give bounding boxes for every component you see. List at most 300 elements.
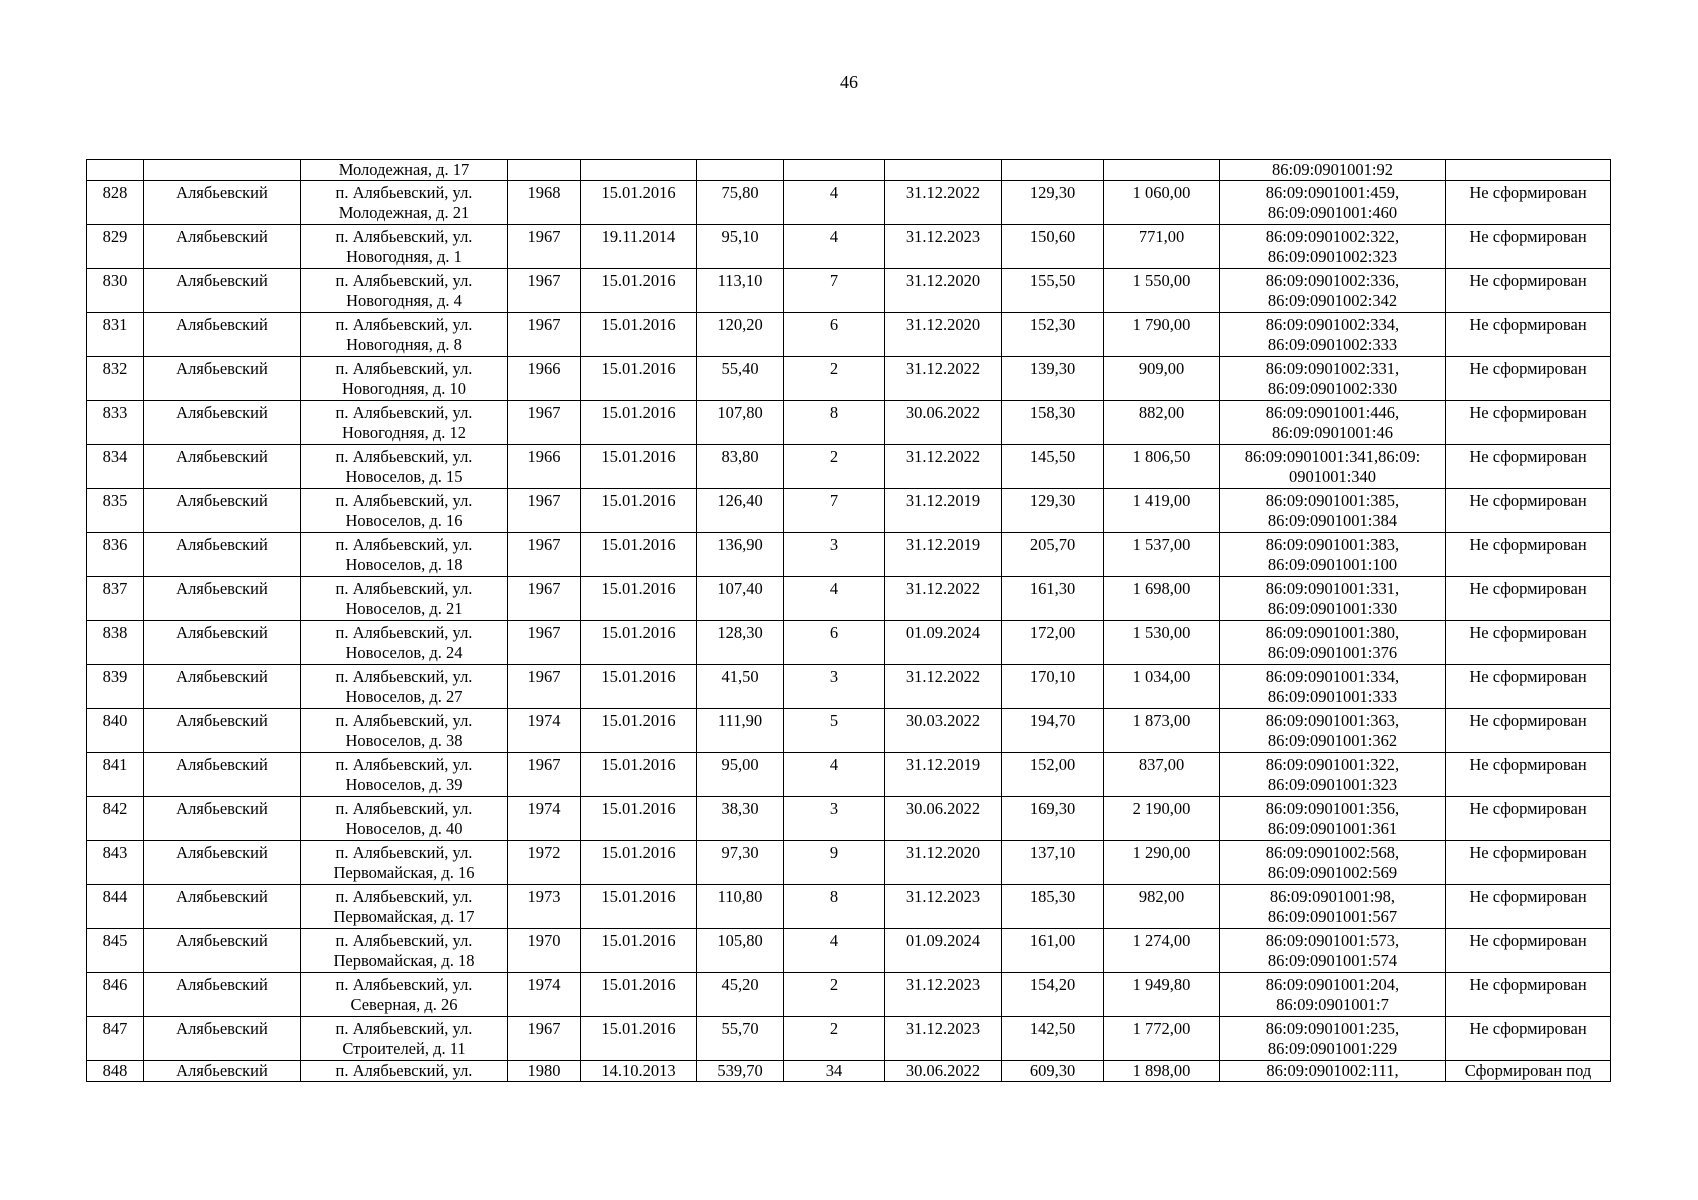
- cell-year: 1967: [508, 313, 581, 357]
- cell-deadline: 31.12.2020: [885, 269, 1002, 313]
- cell-cost: 882,00: [1104, 401, 1220, 445]
- page-number: 46: [840, 72, 858, 92]
- cell-area: 107,40: [697, 577, 784, 621]
- cell-cost: 982,00: [1104, 885, 1220, 929]
- cell-num: 831: [87, 313, 144, 357]
- cell-area: 136,90: [697, 533, 784, 577]
- table-body: [87, 160, 1611, 1082]
- cell-deadline: 01.09.2024: [885, 621, 1002, 665]
- cell-settlement: Алябьевский: [144, 357, 301, 401]
- cell-residents: 5: [784, 709, 885, 753]
- cell-cost: 1 530,00: [1104, 621, 1220, 665]
- cell-land-area: 154,20: [1002, 973, 1104, 1017]
- cell-land-area: 161,30: [1002, 577, 1104, 621]
- cell-address: [301, 533, 508, 577]
- cell-cadastral-line-1: 86:09:0901002:331,: [1265, 359, 1400, 378]
- cell-status: Не сформирован: [1446, 181, 1611, 225]
- cell-residents: 3: [784, 665, 885, 709]
- cell-num: 837: [87, 577, 144, 621]
- cell-status: Не сформирован: [1446, 753, 1611, 797]
- cell-address-line-2: Новоселов, д. 39: [345, 775, 463, 794]
- cell-settlement: [144, 160, 301, 181]
- cell-area: 113,10: [697, 269, 784, 313]
- cell-area: 126,40: [697, 489, 784, 533]
- cell-address-line-2: Новогодняя, д. 1: [346, 247, 462, 266]
- table-row: [87, 313, 1611, 357]
- cell-address-line-2: Новоселов, д. 21: [345, 599, 463, 618]
- cell-address: [301, 269, 508, 313]
- table-row: [87, 357, 1611, 401]
- cell-year: [508, 160, 581, 181]
- cell-date: 19.11.2014: [581, 225, 697, 269]
- cell-land-area: 137,10: [1002, 841, 1104, 885]
- cell-area: 55,40: [697, 357, 784, 401]
- cell-cadastral-line-2: 86:09:0901001:100: [1267, 555, 1398, 574]
- cell-residents: 8: [784, 885, 885, 929]
- housing-register-table: [86, 159, 1611, 1082]
- cell-address-line-1: п. Алябьевский, ул.: [335, 667, 473, 686]
- cell-address: [301, 753, 508, 797]
- cell-cadastral-line-1: 86:09:0901002:336,: [1265, 271, 1400, 290]
- cell-status: Не сформирован: [1446, 357, 1611, 401]
- cell-num: 846: [87, 973, 144, 1017]
- cell-year: 1967: [508, 1017, 581, 1061]
- cell-year: 1968: [508, 181, 581, 225]
- cell-date: 15.01.2016: [581, 401, 697, 445]
- cell-deadline: 31.12.2022: [885, 665, 1002, 709]
- cell-residents: 4: [784, 929, 885, 973]
- cell-cost: 1 898,00: [1104, 1061, 1220, 1082]
- table-row: [87, 841, 1611, 885]
- cell-address: [301, 709, 508, 753]
- cell-address: [301, 577, 508, 621]
- cell-area: 83,80: [697, 445, 784, 489]
- cell-address-line-2: Новоселов, д. 24: [345, 643, 463, 662]
- cell-residents: [784, 160, 885, 181]
- cell-num: 838: [87, 621, 144, 665]
- cell-address: Молодежная, д. 17: [301, 160, 508, 181]
- cell-land-area: [1002, 160, 1104, 181]
- cell-residents: 4: [784, 225, 885, 269]
- cell-cadastral-line-1: 86:09:0901001:341,86:09:: [1244, 447, 1421, 466]
- cell-cadastral: [1220, 357, 1446, 401]
- cell-address: [301, 973, 508, 1017]
- cell-cadastral: [1220, 225, 1446, 269]
- cell-cadastral-line-2: 86:09:0901001:323: [1267, 775, 1398, 794]
- cell-address-line-2: Новоселов, д. 27: [345, 687, 463, 706]
- cell-date: 15.01.2016: [581, 357, 697, 401]
- cell-status: Не сформирован: [1446, 665, 1611, 709]
- cell-residents: 2: [784, 973, 885, 1017]
- cell-status: Не сформирован: [1446, 973, 1611, 1017]
- cell-land-area: 161,00: [1002, 929, 1104, 973]
- cell-settlement: Алябьевский: [144, 489, 301, 533]
- cell-area: 110,80: [697, 885, 784, 929]
- cell-num: [87, 160, 144, 181]
- table-row: [87, 181, 1611, 225]
- cell-address-line-1: п. Алябьевский, ул.: [335, 447, 473, 466]
- cell-area: [697, 160, 784, 181]
- cell-address-line-1: п. Алябьевский, ул.: [335, 711, 473, 730]
- cell-cadastral-line-1: 86:09:0901002:322,: [1265, 227, 1400, 246]
- cell-land-area: 155,50: [1002, 269, 1104, 313]
- cell-residents: 3: [784, 533, 885, 577]
- cell-address-line-2: Первомайская, д. 16: [333, 863, 475, 882]
- cell-date: [581, 160, 697, 181]
- cell-land-area: 129,30: [1002, 489, 1104, 533]
- cell-year: 1966: [508, 445, 581, 489]
- cell-num: 833: [87, 401, 144, 445]
- cell-land-area: 129,30: [1002, 181, 1104, 225]
- cell-cadastral-line-1: 86:09:0901001:446,: [1265, 403, 1400, 422]
- cell-residents: 34: [784, 1061, 885, 1082]
- cell-residents: 2: [784, 1017, 885, 1061]
- cell-settlement: Алябьевский: [144, 1061, 301, 1082]
- cell-deadline: 31.12.2022: [885, 445, 1002, 489]
- cell-cost: 837,00: [1104, 753, 1220, 797]
- cell-settlement: Алябьевский: [144, 313, 301, 357]
- cell-residents: 9: [784, 841, 885, 885]
- cell-address: [301, 401, 508, 445]
- cell-num: 843: [87, 841, 144, 885]
- cell-area: 38,30: [697, 797, 784, 841]
- table-row: [87, 665, 1611, 709]
- cell-cost: 1 274,00: [1104, 929, 1220, 973]
- cell-cadastral: [1220, 929, 1446, 973]
- cell-land-area: 205,70: [1002, 533, 1104, 577]
- cell-year: 1967: [508, 225, 581, 269]
- cell-cadastral-line-2: 86:09:0901002:342: [1267, 291, 1398, 310]
- cell-cadastral: [1220, 533, 1446, 577]
- cell-cadastral: 86:09:0901002:111,: [1220, 1061, 1446, 1082]
- cell-deadline: 30.03.2022: [885, 709, 1002, 753]
- cell-settlement: Алябьевский: [144, 885, 301, 929]
- cell-num: 830: [87, 269, 144, 313]
- cell-address-line-1: п. Алябьевский, ул.: [335, 1019, 473, 1038]
- cell-address-line-2: Новоселов, д. 38: [345, 731, 463, 750]
- cell-year: 1967: [508, 489, 581, 533]
- cell-cadastral-line-2: 86:09:0901002:330: [1267, 379, 1398, 398]
- cell-num: 848: [87, 1061, 144, 1082]
- cell-status: Не сформирован: [1446, 225, 1611, 269]
- cell-cost: 1 419,00: [1104, 489, 1220, 533]
- cell-cost: 1 550,00: [1104, 269, 1220, 313]
- cell-year: 1974: [508, 709, 581, 753]
- cell-cost: 1 698,00: [1104, 577, 1220, 621]
- cell-cadastral: [1220, 577, 1446, 621]
- cell-status: Сформирован под: [1446, 1061, 1611, 1082]
- cell-date: 15.01.2016: [581, 841, 697, 885]
- cell-cadastral-line-2: 86:09:0901001:384: [1267, 511, 1398, 530]
- cell-cost: 1 790,00: [1104, 313, 1220, 357]
- cell-area: 128,30: [697, 621, 784, 665]
- cell-year: 1967: [508, 401, 581, 445]
- cell-status: Не сформирован: [1446, 621, 1611, 665]
- cell-year: 1967: [508, 621, 581, 665]
- cell-year: 1966: [508, 357, 581, 401]
- table-row: [87, 929, 1611, 973]
- cell-address: [301, 313, 508, 357]
- cell-settlement: Алябьевский: [144, 181, 301, 225]
- cell-cost: 1 873,00: [1104, 709, 1220, 753]
- cell-land-area: 142,50: [1002, 1017, 1104, 1061]
- cell-cadastral-line-1: 86:09:0901001:363,: [1265, 711, 1400, 730]
- cell-cadastral: [1220, 973, 1446, 1017]
- cell-address-line-1: п. Алябьевский, ул.: [335, 535, 473, 554]
- cell-cadastral-line-2: 86:09:0901002:323: [1267, 247, 1398, 266]
- cell-cadastral: [1220, 621, 1446, 665]
- cell-cadastral-line-2: 86:09:0901001:574: [1267, 951, 1398, 970]
- table-row: [87, 709, 1611, 753]
- cell-status: Не сформирован: [1446, 489, 1611, 533]
- cell-address-line-1: п. Алябьевский, ул.: [335, 315, 473, 334]
- cell-land-area: 194,70: [1002, 709, 1104, 753]
- cell-address: п. Алябьевский, ул.: [301, 1061, 508, 1082]
- cell-cadastral: [1220, 313, 1446, 357]
- cell-deadline: 31.12.2023: [885, 973, 1002, 1017]
- cell-cadastral-line-1: 86:09:0901001:380,: [1265, 623, 1400, 642]
- cell-area: 105,80: [697, 929, 784, 973]
- cell-year: 1973: [508, 885, 581, 929]
- cell-address-line-1: п. Алябьевский, ул.: [335, 887, 473, 906]
- cell-cadastral-line-1: 86:09:0901001:331,: [1265, 579, 1400, 598]
- cell-area: 120,20: [697, 313, 784, 357]
- cell-num: 835: [87, 489, 144, 533]
- cell-cost: 1 772,00: [1104, 1017, 1220, 1061]
- cell-date: 15.01.2016: [581, 621, 697, 665]
- cell-cadastral-line-1: 86:09:0901001:98,: [1269, 887, 1396, 906]
- table-row-continued: [87, 160, 1611, 181]
- cell-num: 839: [87, 665, 144, 709]
- cell-deadline: 30.06.2022: [885, 1061, 1002, 1082]
- cell-num: 828: [87, 181, 144, 225]
- cell-cadastral-line-2: 86:09:0901001:376: [1267, 643, 1398, 662]
- cell-land-area: 139,30: [1002, 357, 1104, 401]
- cell-status: Не сформирован: [1446, 269, 1611, 313]
- cell-status: [1446, 160, 1611, 181]
- cell-cost: 1 290,00: [1104, 841, 1220, 885]
- cell-cadastral-line-2: 0901001:340: [1288, 467, 1377, 486]
- cell-date: 15.01.2016: [581, 929, 697, 973]
- cell-address-line-2: Первомайская, д. 18: [333, 951, 475, 970]
- cell-land-area: 172,00: [1002, 621, 1104, 665]
- cell-year: 1980: [508, 1061, 581, 1082]
- cell-area: 97,30: [697, 841, 784, 885]
- cell-address-line-1: п. Алябьевский, ул.: [335, 755, 473, 774]
- cell-residents: 4: [784, 753, 885, 797]
- cell-address-line-2: Новоселов, д. 16: [345, 511, 463, 530]
- cell-num: 840: [87, 709, 144, 753]
- cell-num: 847: [87, 1017, 144, 1061]
- cell-date: 15.01.2016: [581, 885, 697, 929]
- cell-address: [301, 181, 508, 225]
- cell-deadline: 30.06.2022: [885, 401, 1002, 445]
- cell-deadline: 31.12.2022: [885, 181, 1002, 225]
- cell-date: 15.01.2016: [581, 313, 697, 357]
- table-row: [87, 577, 1611, 621]
- cell-address-line-2: Новогодняя, д. 4: [346, 291, 462, 310]
- cell-land-area: 150,60: [1002, 225, 1104, 269]
- cell-cadastral-line-2: 86:09:0901001:229: [1267, 1039, 1398, 1058]
- cell-date: 15.01.2016: [581, 181, 697, 225]
- cell-address: [301, 885, 508, 929]
- cell-status: Не сформирован: [1446, 445, 1611, 489]
- cell-cadastral-line-1: 86:09:0901001:204,: [1265, 975, 1400, 994]
- cell-cadastral-line-1: 86:09:0901002:334,: [1265, 315, 1400, 334]
- cell-date: 15.01.2016: [581, 577, 697, 621]
- cell-area: 111,90: [697, 709, 784, 753]
- cell-cadastral-line-2: 86:09:0901001:333: [1267, 687, 1398, 706]
- cell-cadastral-line-2: 86:09:0901001:46: [1271, 423, 1393, 442]
- cell-address: [301, 489, 508, 533]
- cell-settlement: Алябьевский: [144, 401, 301, 445]
- cell-status: Не сформирован: [1446, 929, 1611, 973]
- cell-cadastral: 86:09:0901001:92: [1220, 160, 1446, 181]
- cell-cadastral-line-2: 86:09:0901001:361: [1267, 819, 1398, 838]
- cell-cadastral-line-1: 86:09:0901001:334,: [1265, 667, 1400, 686]
- cell-area: 95,10: [697, 225, 784, 269]
- cell-settlement: Алябьевский: [144, 797, 301, 841]
- cell-num: 845: [87, 929, 144, 973]
- table-row: [87, 973, 1611, 1017]
- cell-residents: 2: [784, 445, 885, 489]
- cell-cadastral-line-1: 86:09:0901001:459,: [1265, 183, 1400, 202]
- table-row: [87, 1061, 1611, 1082]
- cell-address: [301, 1017, 508, 1061]
- cell-address-line-1: п. Алябьевский, ул.: [335, 359, 473, 378]
- cell-cadastral-line-1: 86:09:0901001:385,: [1265, 491, 1400, 510]
- cell-address-line-2: Новоселов, д. 15: [345, 467, 463, 486]
- cell-status: Не сформирован: [1446, 885, 1611, 929]
- cell-address-line-1: п. Алябьевский, ул.: [335, 843, 473, 862]
- cell-address-line-2: Новогодняя, д. 10: [341, 379, 467, 398]
- cell-address: [301, 929, 508, 973]
- table-row: [87, 445, 1611, 489]
- cell-area: 107,80: [697, 401, 784, 445]
- cell-num: 841: [87, 753, 144, 797]
- cell-year: 1967: [508, 533, 581, 577]
- cell-deadline: [885, 160, 1002, 181]
- cell-cadastral-line-2: 86:09:0901002:333: [1267, 335, 1398, 354]
- cell-num: 829: [87, 225, 144, 269]
- table-row: [87, 225, 1611, 269]
- cell-address-line-1: п. Алябьевский, ул.: [335, 227, 473, 246]
- cell-address-line-1: п. Алябьевский, ул.: [335, 491, 473, 510]
- cell-area: 45,20: [697, 973, 784, 1017]
- cell-address-line-1: п. Алябьевский, ул.: [335, 623, 473, 642]
- cell-year: 1970: [508, 929, 581, 973]
- cell-settlement: Алябьевский: [144, 577, 301, 621]
- cell-area: 55,70: [697, 1017, 784, 1061]
- cell-address-line-2: Новогодняя, д. 8: [346, 335, 462, 354]
- cell-residents: 7: [784, 489, 885, 533]
- cell-land-area: 145,50: [1002, 445, 1104, 489]
- cell-status: Не сформирован: [1446, 1017, 1611, 1061]
- cell-cadastral-line-2: 86:09:0901001:460: [1267, 203, 1398, 222]
- cell-area: 539,70: [697, 1061, 784, 1082]
- cell-address: [301, 225, 508, 269]
- cell-date: 15.01.2016: [581, 753, 697, 797]
- cell-cadastral: [1220, 665, 1446, 709]
- cell-cost: [1104, 160, 1220, 181]
- cell-cadastral: [1220, 885, 1446, 929]
- cell-address-line-2: Новоселов, д. 40: [345, 819, 463, 838]
- table-row: [87, 797, 1611, 841]
- cell-cadastral-line-1: 86:09:0901001:235,: [1265, 1019, 1400, 1038]
- cell-residents: 6: [784, 621, 885, 665]
- cell-date: 15.01.2016: [581, 709, 697, 753]
- cell-cadastral-line-2: 86:09:0901001:567: [1267, 907, 1398, 926]
- cell-date: 15.01.2016: [581, 973, 697, 1017]
- cell-deadline: 31.12.2023: [885, 885, 1002, 929]
- cell-land-area: 158,30: [1002, 401, 1104, 445]
- cell-settlement: Алябьевский: [144, 533, 301, 577]
- cell-address: [301, 357, 508, 401]
- cell-deadline: 31.12.2023: [885, 225, 1002, 269]
- table-row: [87, 1017, 1611, 1061]
- cell-address: [301, 445, 508, 489]
- cell-residents: 4: [784, 181, 885, 225]
- cell-deadline: 31.12.2020: [885, 841, 1002, 885]
- cell-settlement: Алябьевский: [144, 753, 301, 797]
- cell-cadastral-line-1: 86:09:0901001:573,: [1265, 931, 1400, 950]
- cell-cadastral-line-1: 86:09:0901002:568,: [1265, 843, 1400, 862]
- table-row: [87, 885, 1611, 929]
- cell-residents: 4: [784, 577, 885, 621]
- cell-land-area: 152,00: [1002, 753, 1104, 797]
- cell-area: 41,50: [697, 665, 784, 709]
- cell-address: [301, 621, 508, 665]
- cell-cost: 1 034,00: [1104, 665, 1220, 709]
- cell-date: 15.01.2016: [581, 269, 697, 313]
- cell-land-area: 185,30: [1002, 885, 1104, 929]
- cell-year: 1967: [508, 753, 581, 797]
- cell-date: 15.01.2016: [581, 665, 697, 709]
- cell-cadastral: [1220, 489, 1446, 533]
- cell-address-line-2: Новоселов, д. 18: [345, 555, 463, 574]
- cell-address-line-2: Северная, д. 26: [350, 995, 458, 1014]
- table-row: [87, 269, 1611, 313]
- cell-residents: 7: [784, 269, 885, 313]
- cell-cadastral: [1220, 753, 1446, 797]
- cell-deadline: 31.12.2020: [885, 313, 1002, 357]
- cell-year: 1967: [508, 269, 581, 313]
- cell-residents: 2: [784, 357, 885, 401]
- cell-settlement: Алябьевский: [144, 621, 301, 665]
- cell-cadastral: [1220, 709, 1446, 753]
- cell-num: 844: [87, 885, 144, 929]
- cell-cost: 2 190,00: [1104, 797, 1220, 841]
- cell-cadastral: [1220, 181, 1446, 225]
- cell-settlement: Алябьевский: [144, 841, 301, 885]
- cell-settlement: Алябьевский: [144, 665, 301, 709]
- cell-deadline: 30.06.2022: [885, 797, 1002, 841]
- cell-cadastral-line-1: 86:09:0901001:383,: [1265, 535, 1400, 554]
- cell-area: 95,00: [697, 753, 784, 797]
- cell-status: Не сформирован: [1446, 577, 1611, 621]
- cell-settlement: Алябьевский: [144, 225, 301, 269]
- cell-settlement: Алябьевский: [144, 929, 301, 973]
- cell-address-line-2: Строителей, д. 11: [342, 1039, 466, 1058]
- cell-cadastral: [1220, 797, 1446, 841]
- cell-status: Не сформирован: [1446, 841, 1611, 885]
- cell-num: 842: [87, 797, 144, 841]
- table-row: [87, 753, 1611, 797]
- cell-year: 1972: [508, 841, 581, 885]
- cell-num: 834: [87, 445, 144, 489]
- cell-land-area: 609,30: [1002, 1061, 1104, 1082]
- cell-deadline: 31.12.2019: [885, 753, 1002, 797]
